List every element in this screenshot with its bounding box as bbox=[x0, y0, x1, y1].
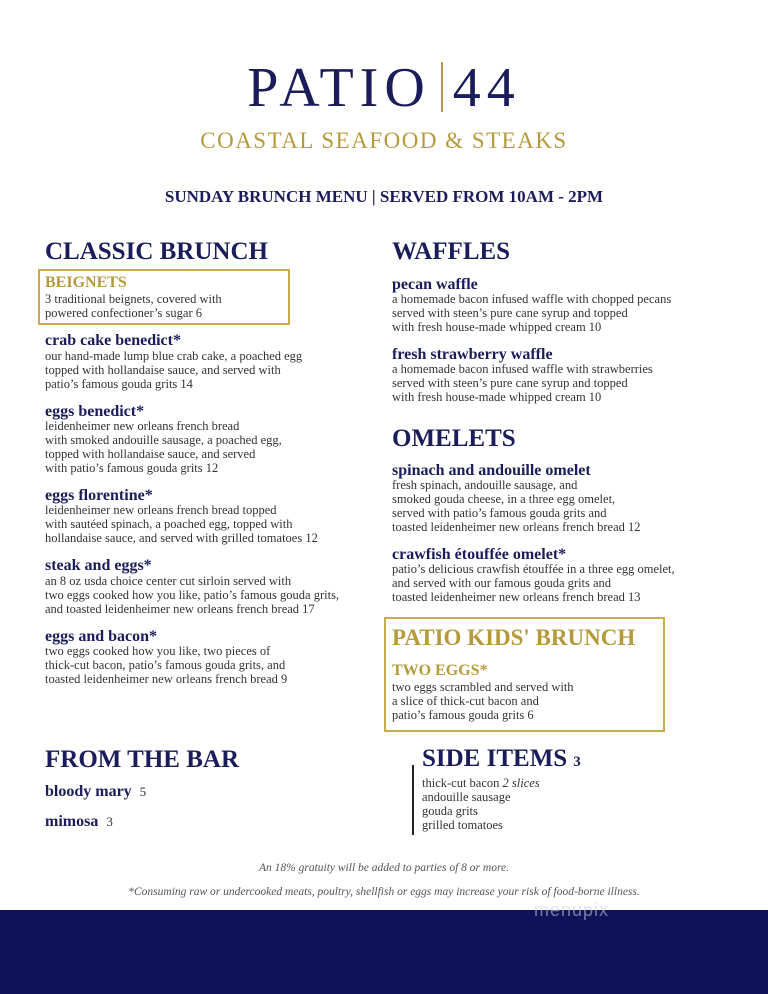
pecan-waffle-title: pecan waffle bbox=[392, 276, 478, 293]
bar-item-mimosa: mimosa 3 bbox=[45, 813, 113, 830]
brand-divider bbox=[441, 62, 443, 112]
spinach-omelet-desc: fresh spinach, andouille sausage, and smoked gouda cheese, in a three egg omelet, served with patio’s famous gouda grits and toasted leidenheimer new orleans french bread 12 bbox=[392, 478, 641, 534]
strawberry-waffle-title: fresh strawberry waffle bbox=[392, 346, 553, 363]
eggs-benedict-title: eggs benedict* bbox=[45, 403, 145, 420]
omelets-heading: OMELETS bbox=[392, 425, 516, 452]
kids-brunch-heading: PATIO KIDS' BRUNCH bbox=[392, 625, 636, 650]
eggs-and-bacon-desc: two eggs cooked how you like, two pieces of thick-cut bacon, patio’s famous gouda grits, and toasted leidenheimer new orleans french bread 9 bbox=[45, 644, 288, 686]
brand-number: 44 bbox=[452, 57, 521, 119]
eggs-florentine-title: eggs florentine* bbox=[45, 487, 153, 504]
crab-cake-benedict-desc: our hand-made lump blue crab cake, a poached egg topped with hollandaise sauce, and served with patio’s famous gouda grits 14 bbox=[45, 349, 303, 391]
eggs-and-bacon-title: eggs and bacon* bbox=[45, 628, 158, 645]
steak-and-eggs-title: steak and eggs* bbox=[45, 557, 152, 574]
health-warning: *Consuming raw or undercooked meats, poultry, shellfish or eggs may increase your risk of food-borne illness. bbox=[128, 886, 640, 898]
crawfish-omelet-title: crawfish étouffée omelet* bbox=[392, 546, 567, 563]
beignets-desc: 3 traditional beignets, covered with powered confectioner’s sugar 6 bbox=[45, 292, 222, 320]
two-eggs-desc: two eggs scrambled and served with a slice of thick-cut bacon and patio’s famous gouda grits 6 bbox=[392, 680, 574, 722]
classic-brunch-heading: CLASSIC BRUNCH bbox=[45, 238, 268, 265]
footer-band bbox=[0, 910, 768, 994]
eggs-florentine-desc: leidenheimer new orleans french bread topped with sautéed spinach, a poached egg, topped with hollandaise sauce, and served with grilled tomatoes 12 bbox=[45, 503, 318, 545]
side-items-list: thick-cut bacon 2 slices andouille sausage gouda grits grilled tomatoes bbox=[422, 776, 540, 832]
pecan-waffle-desc: a homemade bacon infused waffle with chopped pecans served with steen’s pure cane syrup and topped with fresh house-made whipped cream 10 bbox=[392, 292, 672, 334]
crab-cake-benedict-title: crab cake benedict* bbox=[45, 332, 181, 349]
waffles-heading: WAFFLES bbox=[392, 238, 511, 265]
spinach-omelet-title: spinach and andouille omelet bbox=[392, 462, 591, 479]
strawberry-waffle-desc: a homemade bacon infused waffle with strawberries served with steen’s pure cane syrup and topped with fresh house-made whipped cream 10 bbox=[392, 362, 653, 404]
brand-subtitle: COASTAL SEAFOOD & STEAKS bbox=[200, 128, 568, 153]
menu-title: SUNDAY BRUNCH MENU | SERVED FROM 10AM - 2PM bbox=[164, 187, 604, 206]
crawfish-omelet-desc: patio’s delicious crawfish étouffée in a three egg omelet, and served with our famous gouda grits and toasted leidenheimer new orleans french bread 13 bbox=[392, 562, 675, 604]
bar-item-bloody-mary: bloody mary 5 bbox=[45, 783, 147, 800]
gratuity-note: An 18% gratuity will be added to parties of 8 or more. bbox=[258, 862, 509, 874]
side-items-heading: SIDE ITEMS 3 bbox=[422, 745, 581, 772]
from-the-bar-heading: FROM THE BAR bbox=[45, 746, 239, 773]
brand-logo bbox=[0, 58, 768, 118]
watermark: menupix bbox=[534, 900, 610, 920]
side-items-divider bbox=[412, 765, 414, 835]
eggs-benedict-desc: leidenheimer new orleans french bread with smoked andouille sausage, a poached egg, topped with hollandaise sauce, and served with patio’s famous gouda grits 12 bbox=[45, 419, 282, 475]
steak-and-eggs-desc: an 8 oz usda choice center cut sirloin served with two eggs cooked how you like, patio’s famous gouda grits, and toasted leidenheimer new orleans french bread 17 bbox=[45, 574, 340, 616]
brand-name: PATIO bbox=[247, 57, 431, 119]
beignets-title: BEIGNETS bbox=[45, 274, 127, 291]
two-eggs-title: TWO EGGS* bbox=[392, 662, 488, 679]
